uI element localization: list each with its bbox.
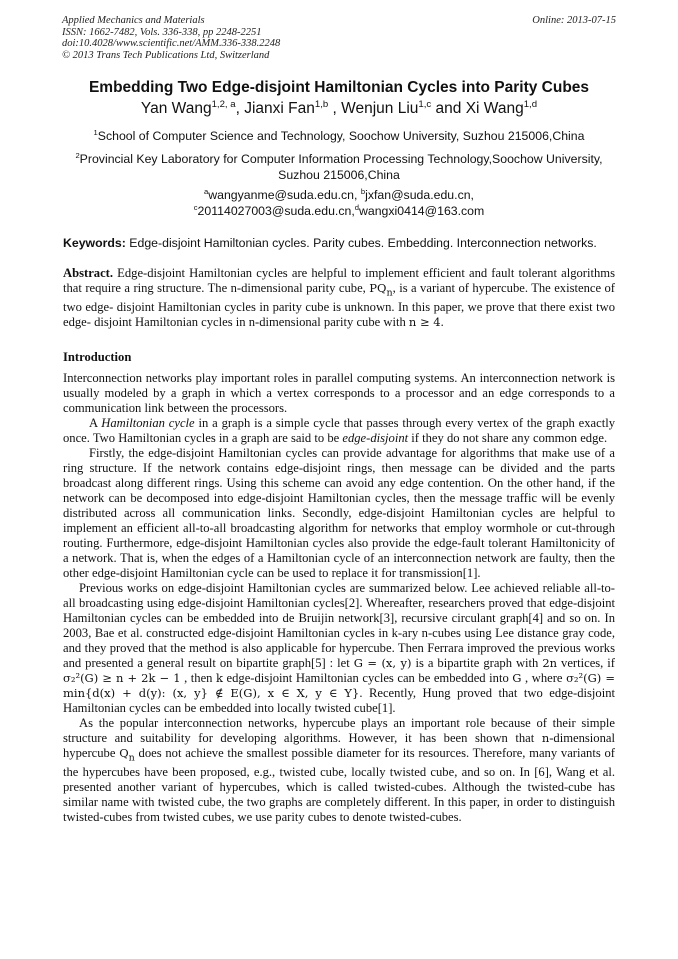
author-name: Jianxi Fan — [244, 100, 315, 117]
emphasis: edge-disjoint — [342, 431, 409, 445]
author-list — [30, 100, 648, 118]
affiliation-2 — [40, 152, 638, 183]
introduction-body — [63, 371, 615, 825]
text: , where — [521, 671, 567, 685]
author-name: Yan Wang — [140, 100, 212, 117]
text: , then — [180, 671, 217, 685]
author-affil-mark: 1,d — [523, 98, 538, 110]
abstract — [63, 266, 615, 330]
text: is a bipartite graph with — [411, 656, 543, 670]
author-affil-mark: 1,b — [314, 98, 329, 110]
text: if they do not share any common edge. — [408, 431, 608, 445]
keywords-label: Keywords: — [63, 236, 126, 250]
math-qn — [119, 746, 135, 764]
author-sep: and — [431, 100, 466, 117]
email-mark: b — [360, 186, 366, 196]
email-b: jxfan@suda.edu.cn, — [365, 188, 474, 202]
keywords-text: Edge-disjoint Hamiltonian cycles. Parity cubes. Embedding. Interconnection networks. — [125, 236, 597, 250]
intro-paragraph-5 — [63, 716, 615, 825]
text: does not achieve the smallest possible diameter for its resources. Therefore, many variants of the hypercubes have been proposed, e.g., twisted cube, locally twisted cube, and so on. In [6], Wang et al. presented another variant of hypercubes, which is called twisted-cubes. Although the twisted-cube has similar name with twisted cube, the two graphs are completely different. In this paper, in order to distinguish twisted-cubes from twisted cubes, we use parity cubes to denote twisted-cubes. — [63, 746, 615, 825]
text: Previous works on edge-disjoint Hamiltonian cycles are summarized below. Lee achieved reliable all-to-all broadcasting using edge-disjoint Hamiltonian cycles[2]. Whereafter, researchers proved that edge-disjoint Hamiltonian cycles can be embedded into de Bruijin network[3], recursive circulant graph[4] and so on. In 2003, Bae et al. constructed edge-disjoint Hamiltonian cycles in k-ary n-cubes using Lee distance gray code, and they proved that the method is also applicable for hypercube. Then Ferrara improved the previous works and presented a general result on bipartite graph[5] : let — [63, 581, 615, 670]
affil-mark: 2 — [75, 150, 80, 160]
journal-header — [62, 15, 616, 61]
emphasis: Hamiltonian cycle — [101, 416, 195, 430]
math: σ₂²(G) ≥ n + 2k − 1 — [63, 671, 181, 685]
math: 2n — [542, 656, 558, 670]
text: A — [89, 416, 102, 430]
issn-line: ISSN: 1662-7482, Vols. 336-338, pp 2248-2251 — [62, 26, 262, 38]
affil-text: School of Computer Science and Technology, Soochow University, Suzhou 215006,China — [97, 129, 585, 143]
author-sep: , — [328, 100, 342, 117]
math: σ₂²(G) = min{d(x) + d(y): (x, y} ∉ E(G), x ∈ X, y ∈ Y} — [63, 671, 615, 700]
math-pqn — [369, 281, 393, 299]
email-block — [40, 188, 638, 219]
math: n — [541, 731, 550, 745]
email-mark: c — [193, 202, 198, 212]
math-sub: n — [386, 287, 393, 299]
math: G = (x, y) — [353, 656, 412, 670]
math: k — [216, 671, 223, 685]
text: As the popular interconnection networks, hypercube plays an important role because of their simple structure and suitability for developing algorithms. However, it has been shown that — [63, 716, 615, 745]
email-mark: d — [354, 202, 359, 212]
text: -dimensional hypercube — [63, 731, 615, 760]
email-d: wangxi0414@163.com — [358, 203, 485, 218]
email-a: wangyanme@suda.edu.cn, — [208, 188, 361, 202]
math-text: PQ — [369, 281, 387, 295]
math-sub: n — [128, 752, 135, 764]
affiliation-1 — [40, 129, 638, 145]
paper-title: Embedding Two Edge-disjoint Hamiltonian Cycles into Parity Cubes — [88, 79, 590, 96]
affil-mark: 1 — [93, 127, 98, 137]
text: edge-disjoint Hamiltonian cycles can be embedded into — [222, 671, 513, 685]
abstract-text: Edge-disjoint Hamiltonian cycles are helpful to implement efficient and fault tolerant algorithms that require a ring structure. The n-dimensional parity cube, — [63, 266, 615, 295]
email-mark: a — [204, 186, 209, 196]
abstract-text: . — [440, 315, 444, 330]
author-name: Wenjun Liu — [341, 100, 419, 117]
affil-text: Provincial Key Laboratory for Computer Information Processing Technology,Soochow University, — [79, 152, 603, 166]
email-c: 20114027003@suda.edu.cn, — [197, 203, 355, 218]
affil-text-line2: Suzhou 215006,China — [278, 167, 400, 182]
text: in a graph is a simple cycle that passes through every vertex of the graph exactly once. Two Hamiltonian cycles in a graph are said to be — [63, 416, 615, 445]
intro-paragraph-3: Firstly, the edge-disjoint Hamiltonian cycles can provide advantage for algorithms that make use of a ring structure. If the network contains edge-disjoint rings, then message can be divided and the parts broadcast along different rings. Using this scheme can avoid any edge contention. On the other hand, if the network can be decomposed into edge-disjoint Hamiltonian cycles, then the message traffic will be evenly distributed across all communication links. Secondly, edge-disjoint Hamiltonian cycles are helpful to implement an efficient all-to-all broadcasting algorithm for networks that employ wormhole or cut-through routing. Furthermore, edge-disjoint Hamiltonian cycles also provide the edge-fault tolerant Hamiltonicity of a network. That is, when the edges of a Hamiltonian cycle of an interconnection network are faulty, then the other edge-disjoint Hamiltonian cycle can be used to replace it for transmission[1]. — [63, 446, 615, 580]
math-text: Q — [119, 746, 129, 760]
author-affil-mark: 1,2, a — [211, 98, 236, 110]
author-affil-mark: 1,c — [418, 98, 432, 110]
copyright-line: © 2013 Trans Tech Publications Ltd, Switzerland — [62, 49, 270, 61]
math-n-ge-4: n ≥ 4 — [408, 315, 441, 330]
doi-line: doi:10.4028/www.scientific.net/AMM.336-338.2248 — [62, 38, 281, 49]
intro-paragraph-4 — [63, 581, 615, 716]
intro-paragraph-2 — [63, 416, 615, 446]
online-date: Online: 2013-07-15 — [532, 15, 616, 26]
keywords — [63, 236, 628, 250]
text: . Recently, Hung proved that two edge-disjoint Hamiltonian cycles can be embedded into locally twisted cube[1]. — [63, 686, 615, 715]
math: G — [512, 671, 522, 685]
section-heading-introduction: Introduction — [63, 350, 132, 364]
intro-paragraph-1: Interconnection networks play important roles in parallel computing systems. An interconnection network is usually modeled by a graph in which a vertex corresponds to a processor and an edge corresponds to a communication link between the processors. — [63, 371, 615, 415]
abstract-text: , is a variant of hypercube. The existence of two edge- disjoint Hamiltonian cycles in parity cube is unknown. In this paper, we prove that there exist two edge- disjoint Hamiltonian cycles in n-dimensional parity cube with — [63, 281, 615, 330]
abstract-label: Abstract. — [63, 266, 114, 280]
journal-name: Applied Mechanics and Materials — [62, 15, 205, 26]
author-name: Xi Wang — [465, 100, 524, 117]
author-sep: , — [235, 100, 245, 117]
text: vertices, if — [557, 656, 615, 670]
